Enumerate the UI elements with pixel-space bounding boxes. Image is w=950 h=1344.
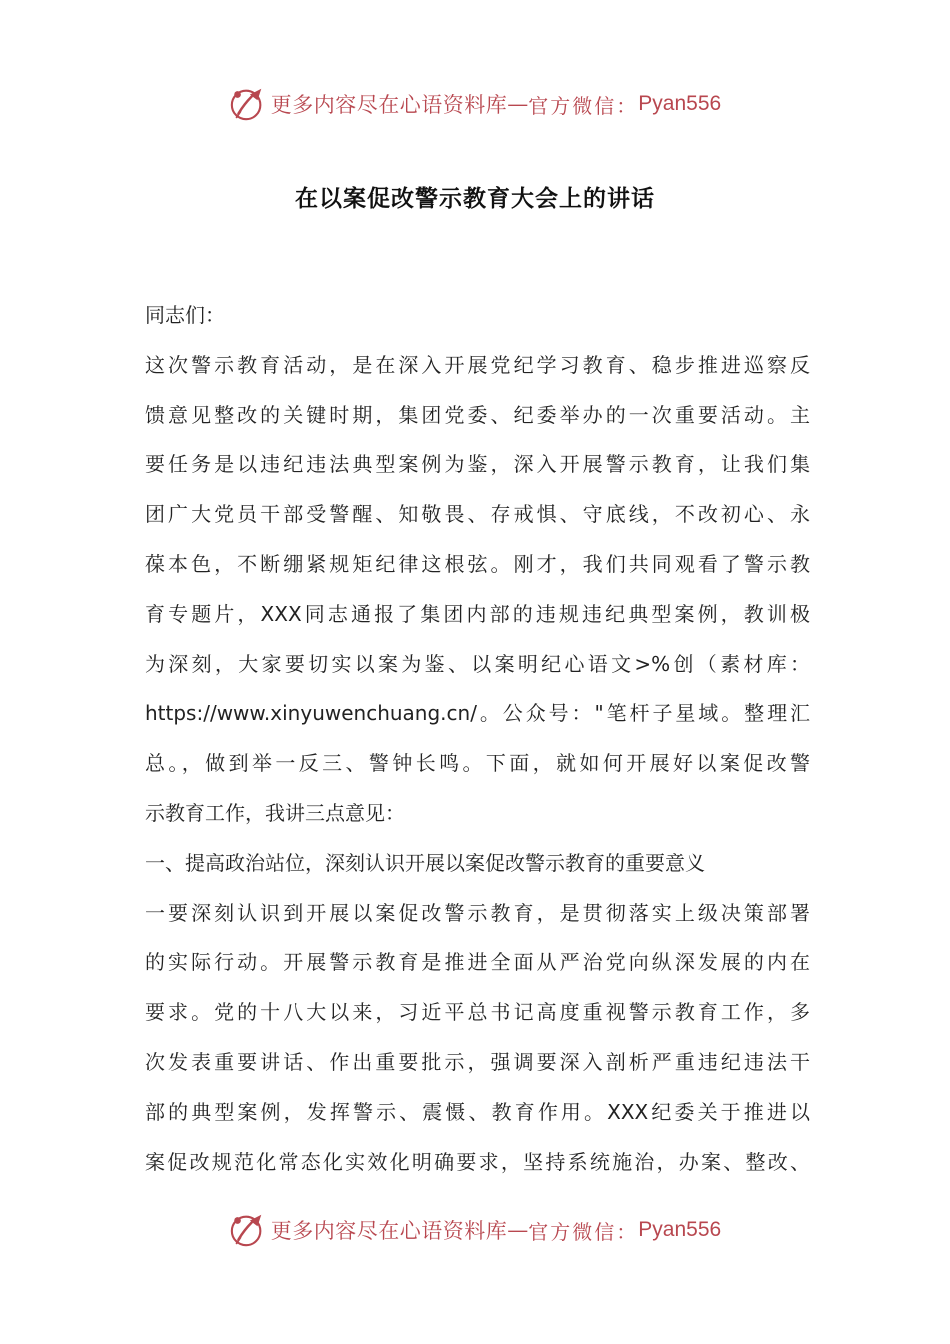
body-line: 育专题片，XXX同志通报了集团内部的违规违纪典型案例，教训极 — [145, 601, 810, 626]
body-line: 次发表重要讲话、作出重要批示，强调要深入剖析严重违纪违法干 — [145, 1049, 810, 1074]
body-line: 部的典型案例，发挥警示、震慑、教育作用。XXX纪委关于推进以 — [145, 1099, 810, 1124]
body-line: https://www.xinyuwenchuang.cn/。公众号："笔杆子星域。整理汇 — [145, 701, 810, 726]
banner-wechat-id: Pyan556 — [638, 92, 722, 115]
body-line: 总。，做到举一反三、警钟长鸣。下面，就如何开展好以案促改警 — [145, 751, 810, 776]
banner-wechat-label: 官方微信： — [528, 93, 639, 118]
body-line: 一要深刻认识到开展以案促改警示教育，是贯彻落实上级决策部署 — [145, 900, 810, 925]
footer-banner-wechat-id: Pyan556 — [638, 1218, 722, 1241]
footer-banner-text: 更多内容尽在心语资料库 — [270, 1219, 508, 1243]
body-line: 的实际行动。开展警示教育是推进全面从严治党向纵深发展的内在 — [145, 950, 810, 975]
banner-text: 更多内容尽在心语资料库 — [270, 93, 508, 117]
body-line: 葆本色，不断绷紧规矩纪律这根弦。刚才，我们共同观看了警示教 — [145, 551, 810, 576]
body-line: 要求。党的十八大以来，习近平总书记高度重视警示教育工作，多 — [145, 1000, 810, 1025]
header-watermark-banner — [0, 82, 950, 126]
body-line: 团广大党员干部受警醒、知敬畏、存戒惧、守底线，不改初心、永 — [145, 502, 810, 527]
body-line: 案促改规范化常态化实效化明确要求，坚持系统施治，办案、整改、 — [145, 1149, 810, 1174]
banner-separator: — — [507, 92, 529, 116]
body-line: 为深刻，大家要切实以案为鉴、以案明纪心语文>%创（素材库： — [145, 651, 810, 676]
body-line: 这次警示教育活动，是在深入开展党纪学习教育、稳步推进巡察反 — [145, 352, 810, 377]
salutation-line: 同志们： — [145, 303, 225, 327]
body-line: 馈意见整改的关键时期，集团党委、纪委举办的一次重要活动。主 — [145, 402, 810, 427]
footer-watermark-banner — [0, 1208, 950, 1252]
pen-logo-icon — [229, 85, 267, 123]
section-heading: 一、提高政治站位，深刻认识开展以案促改警示教育的重要意义 — [145, 850, 705, 875]
footer-banner-wechat-label: 官方微信： — [528, 1219, 639, 1244]
body-line: 要任务是以违纪违法典型案例为鉴，深入开展警示教育，让我们集 — [145, 452, 810, 477]
document-body — [145, 291, 810, 1187]
body-line: 示教育工作，我讲三点意见： — [145, 800, 405, 825]
pen-logo-icon — [229, 1211, 267, 1249]
footer-banner-separator: — — [507, 1218, 529, 1242]
document-title: 在以案促改警示教育大会上的讲话 — [295, 186, 655, 212]
